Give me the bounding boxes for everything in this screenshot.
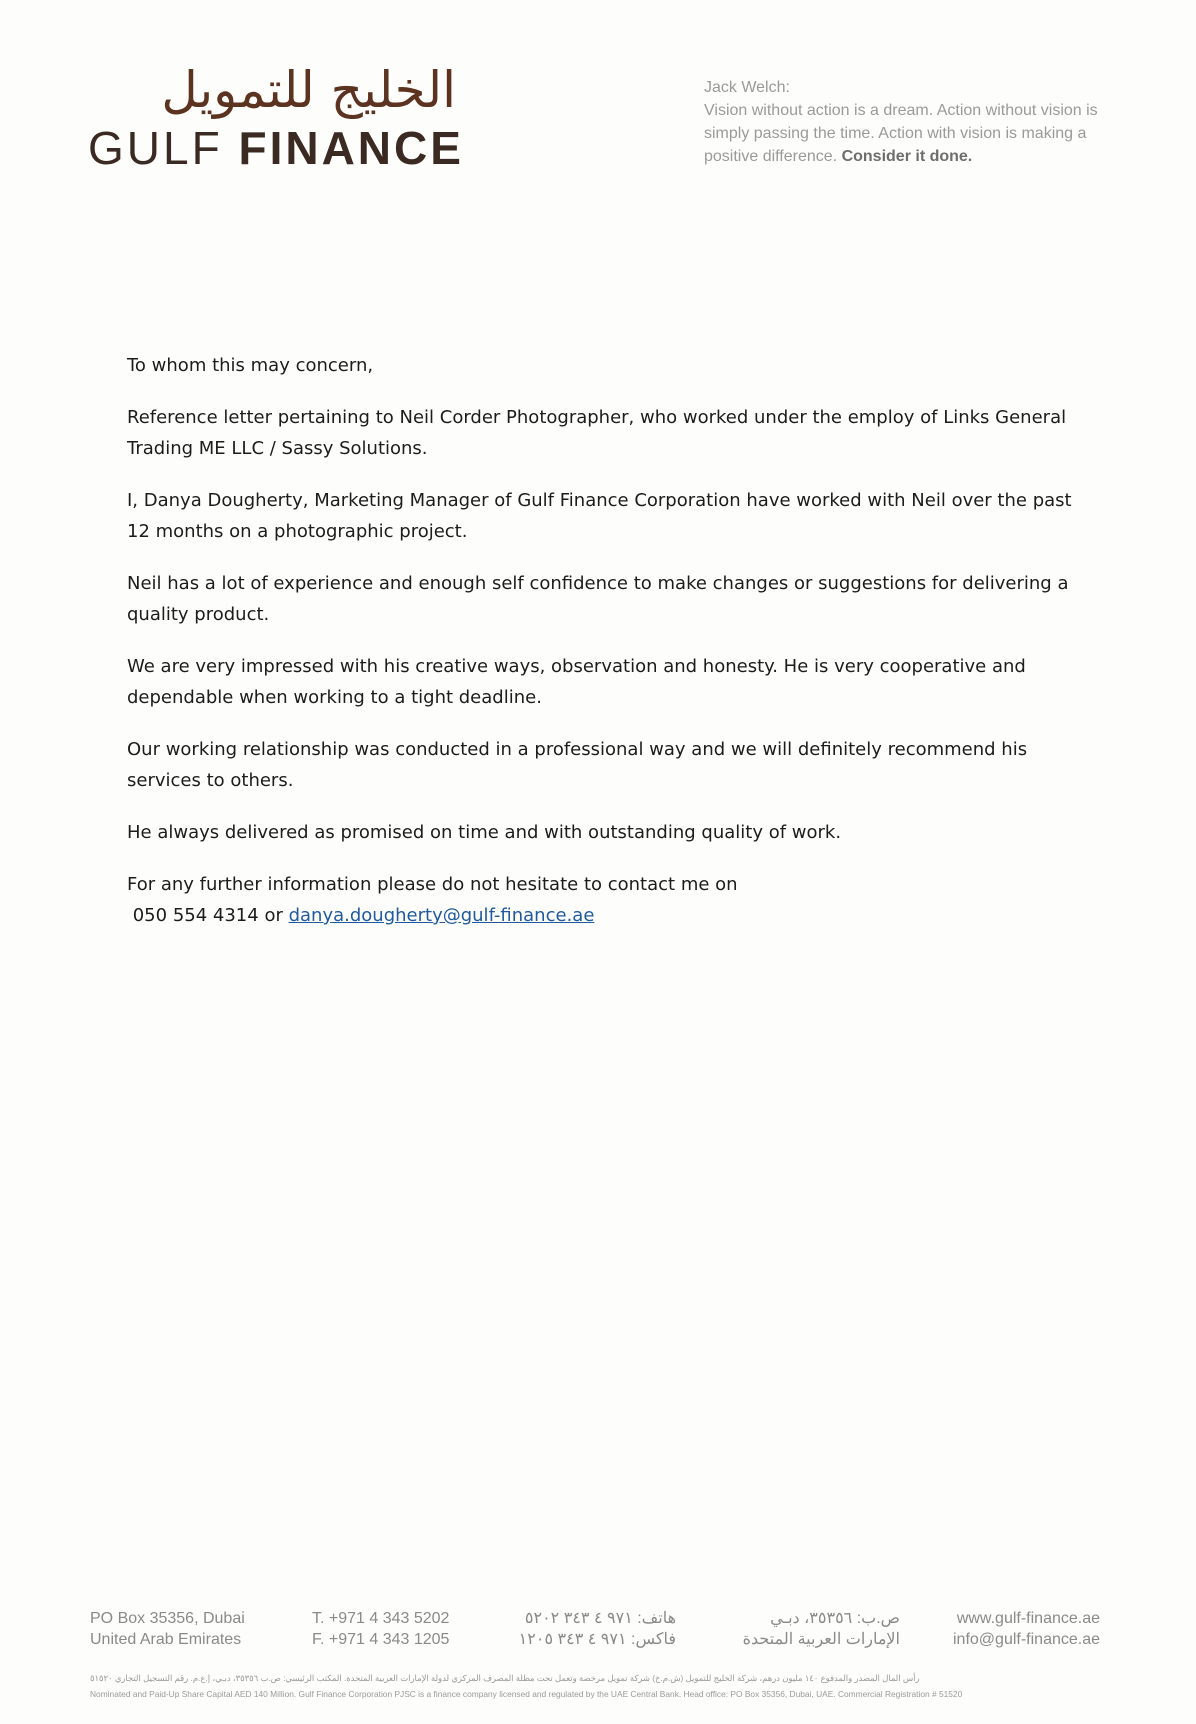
footer-fax-arabic: فاكس: ٩٧١ ٤ ٣٤٣ ١٢٠٥: [518, 1631, 676, 1648]
footer-pobox-arabic: ص.ب: ٣٥٣٥٦، دبـي: [770, 1610, 900, 1627]
footer-web-contact: [953, 1608, 1100, 1650]
letterhead-footer: [90, 1608, 1100, 1702]
contact-line: For any further information please do not hesitate to contact me on: [127, 874, 738, 895]
gulf-finance-logo: [88, 60, 468, 174]
contact-phone: 050 554 4314: [132, 905, 259, 926]
quote-author: Jack Welch:: [704, 79, 790, 96]
salutation: To whom this may concern,: [127, 355, 374, 376]
footer-legal: [90, 1670, 1100, 1702]
logo-word-finance: FINANCE: [238, 122, 464, 174]
footer-telephone-arabic: هاتف: ٩٧١ ٤ ٣٤٣ ٥٢٠٢: [524, 1610, 676, 1627]
paragraph-impression: We are very impressed with his creative ways, observation and honesty. He is very cooperative and dependable when working to a tight deadline.: [127, 656, 1026, 708]
footer-fax: F. +971 4 343 1205: [312, 1631, 450, 1648]
paragraph-reference: Reference letter pertaining to Neil Corder Photographer, who worked under the employ of Links General Trading ME LLC / Sassy Solutions.: [127, 407, 1067, 459]
letter-body: [127, 350, 1087, 952]
footer-phone-numbers: [312, 1608, 449, 1650]
paragraph-delivery: He always delivered as promised on time and with outstanding quality of work.: [127, 822, 842, 843]
footer-website: www.gulf-finance.ae: [956, 1610, 1100, 1627]
footer-telephone: T. +971 4 343 5202: [312, 1610, 450, 1627]
contact-email-link[interactable]: danya.dougherty@gulf-finance.ae: [288, 905, 595, 926]
footer-legal-english: Nominated and Paid-Up Share Capital AED 140 Million. Gulf Finance Corporation PJSC is a finance company licensed and regulated by the UAE Central Bank. Head office: PO Box 35356, Dubai, UAE. Commercial Registration # 51520: [90, 1689, 963, 1699]
quote-tagline: Consider it done.: [841, 148, 973, 165]
footer-country-arabic: الإمارات العربية المتحدة: [742, 1631, 900, 1648]
footer-address-arabic: [730, 1608, 900, 1650]
footer-address-line1: PO Box 35356, Dubai: [90, 1610, 245, 1627]
paragraph-experience: Neil has a lot of experience and enough self confidence to make changes or suggestions for delivering a quality product.: [127, 573, 1069, 625]
footer-address: [90, 1608, 245, 1650]
footer-phone-numbers-arabic: [518, 1608, 676, 1650]
footer-contact-row: [90, 1608, 1100, 1652]
logo-word-gulf: GULF: [88, 122, 223, 174]
paragraph-relationship: Our working relationship was conducted in a professional way and we will definitely recommend his services to others.: [127, 739, 1028, 791]
logo-arabic-text: الخليج للتمويل: [161, 61, 456, 119]
logo-latin-text: [88, 122, 468, 174]
footer-legal-arabic: رأس المال المصدر والمدفوع ١٤٠ مليون درهم، شركة الخليج للتمويل (ش.م.خ) شركة تمويل مرخصة وتعمل تحت مظلة المصرف المركزي لدولة الإمارات العربية المتحدة. المكتب الرئيسي: ص.ب ٣٥٣٥٦، دبـي، إ.ع.م. رقم التسجيل التجاري ٥١٥٢٠: [90, 1673, 920, 1683]
footer-email: info@gulf-finance.ae: [953, 1631, 1100, 1648]
paragraph-introduction: I, Danya Dougherty, Marketing Manager of Gulf Finance Corporation have worked with Neil over the past 12 months on a photographic project.: [127, 490, 1072, 542]
paragraph-contact: [127, 869, 1087, 931]
header-quote: [704, 76, 1104, 168]
quote-body: [704, 99, 1104, 168]
footer-address-line2: United Arab Emirates: [90, 1631, 242, 1648]
quote-text: Vision without action is a dream. Action without vision is simply passing the time. Action with vision is making a positive difference.: [704, 102, 1098, 165]
contact-or: or: [264, 905, 283, 926]
